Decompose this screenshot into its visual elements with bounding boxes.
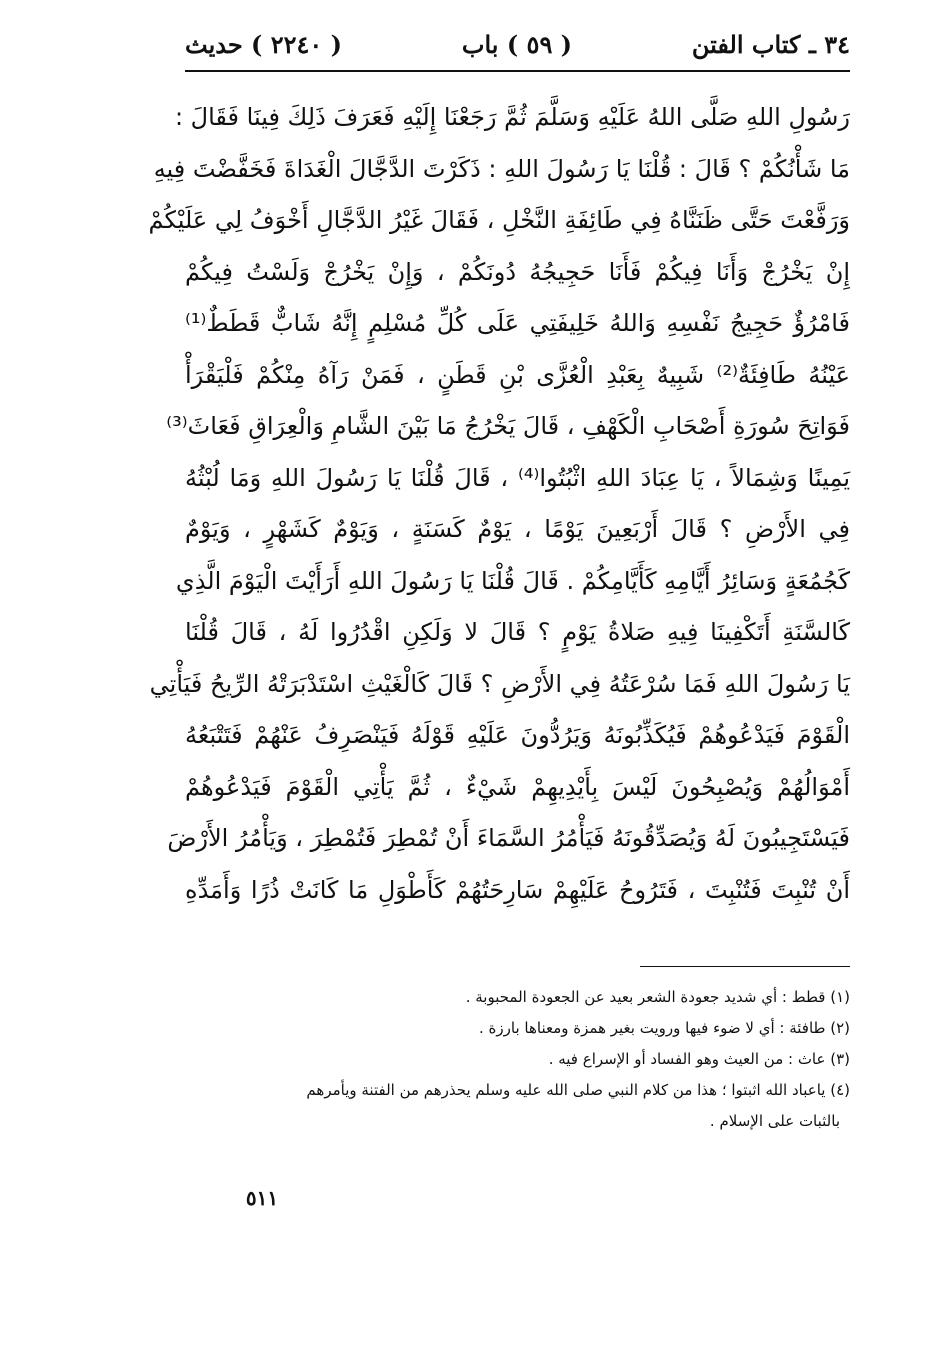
text-line: كَالسَّنَةِ أَتَكْفِينَا فِيهِ صَلاةُ يَوْمٍ ؟ قَالَ لا وَلَكِنِ اقْدُرُوا لَهُ ، قَالَ قُلْنَا [185,618,850,646]
header-hadith-number: ( ٢٢٤٠ ) حديث [185,29,343,59]
text-line: فِي الأَرْضِ ؟ قَالَ أَرْبَعِينَ يَوْمًا ، يَوْمٌ كَسَنَةٍ ، وَيَوْمٌ كَشَهْرٍ ، وَيَوْمٌ [185,515,850,543]
text-line: الْقَوْمَ فَيَدْعُوهُمْ فَيُكَذِّبُونَهُ وَيَرُدُّونَ عَلَيْهِ قَوْلَهُ فَيَنْصَرِفُ عَنْهُمْ فَتَتْبَعُهُ [185,721,850,749]
page-number: ٥١١ [245,1186,279,1210]
footnote-4-continuation: بالثبات على الإسلام . [709,1112,840,1130]
footnote-3: (٣) عاث : من العيث وهو الفساد أو الإسراع فيه . [548,1050,850,1068]
header-rule [185,70,850,72]
text-line: فَامْرُؤٌ حَجِيجُ نَفْسِهِ وَاللهُ خَلِيفَتِي عَلَى كُلِّ مُسْلِمٍ إِنَّهُ شَابٌّ قَطَطٌ⁽¹⁾ [185,309,850,337]
text-line: وَرَفَّعْتَ حَتَّى ظَنَنَّاهُ فِي طَائِفَةِ النَّخْلِ ، فَقَالَ غَيْرُ الدَّجَّالِ أَخْوَفُ لِي عَلَيْكُمْ [148,206,850,234]
text-line: يَمِينًا وَشِمَالاً ، يَا عِبَادَ اللهِ اثْبُتُوا⁽⁴⁾ ، قَالَ قُلْنَا يَا رَسُولَ اللهِ وَمَا لُبْثُهُ [185,463,851,492]
running-header [185,22,850,66]
text-line: فَيَسْتَجِيبُونَ لَهُ وَيُصَدِّقُونَهُ فَيَأْمُرُ السَّمَاءَ أَنْ تُمْطِرَ فَتُمْطِرَ ، وَيَأْمُرُ الأَرْضَ [167,824,850,852]
text-line: فَوَاتِحَ سُورَةِ أَصْحَابِ الْكَهْفِ ، قَالَ يَخْرُجُ مَا بَيْنَ الشَّامِ وَالْعِرَاقِ فَعَاثَ⁽³⁾ [166,412,850,440]
footnote-2: (٢) طافئة : أي لا ضوء فيها ورويت بغير همزة ومعناها بارزة . [479,1019,850,1037]
text-line: إِنْ يَخْرُجْ وَأَنَا فِيكُمْ فَأَنَا حَجِيجُهُ دُونَكُمْ ، وَإِنْ يَخْرُجْ وَلَسْتُ فِيكُمْ [185,257,850,286]
text-line: أَمْوَالُهُمْ وَيُصْبِحُونَ لَيْسَ بِأَيْدِيهِمْ شَيْءٌ ، ثُمَّ يَأْتِي الْقَوْمَ فَيَدْعُوهُمْ [185,772,850,801]
text-line: كَجُمُعَةٍ وَسَائِرُ أَيَّامِهِ كَأَيَّامِكُمْ . قَالَ قُلْنَا يَا رَسُولَ اللهِ أَرَأَيْتَ الْيَوْمَ الَّذِي [175,566,850,595]
text-line: أَنْ تُنْبِتَ فَتُنْبِتَ ، فَتَرُوحُ عَلَيْهِمْ سَارِحَتُهُمْ كَأَطْوَلِ مَا كَانَتْ ذُرًا وَأَمَدِّهِ [185,875,850,904]
footnote-rule [640,966,850,967]
footnote-1: (١) قطط : أي شديد جعودة الشعر بعيد عن الجعودة المحبوبة . [465,988,850,1006]
header-chapter: ( ٥٩ ) باب [461,29,573,59]
text-line: مَا شَأْنُكُمْ ؟ قَالَ : قُلْنَا يَا رَسُولَ اللهِ : ذَكَرْتَ الدَّجَّالَ الْغَدَاةَ فَخَفَّضْتَ فِيهِ [153,154,850,183]
footnote-4: (٤) ياعباد الله اثبتوا ؛ هذا من كلام النبي صلى الله عليه وسلم يحذرهم من الفتنة ويأمرهم [306,1081,850,1099]
text-line: يَا رَسُولَ اللهِ فَمَا سُرْعَتُهُ فِي الأَرْضِ ؟ قَالَ كَالْغَيْثِ اسْتَدْبَرَتْهُ الرِّيحُ فَيَأْتِي [149,669,850,698]
hadith-text [148,92,851,916]
header-book-title: ٣٤ ـ كتاب الفتن [691,29,850,59]
text-line: عَيْنُهُ طَافِئَةٌ⁽²⁾ شَبِيهٌ بِعَبْدِ الْعُزَّى بْنِ قَطَنٍ ، فَمَنْ رَآهُ مِنْكُمْ فَلْيَقْرَأْ [185,360,851,389]
footnotes [185,982,850,1137]
text-line: رَسُولِ اللهِ صَلَّى اللهُ عَلَيْهِ وَسَلَّمَ ثُمَّ رَجَعْنَا إِلَيْهِ فَعَرَفَ ذَلِكَ فِينَا فَقَالَ : [174,103,850,131]
